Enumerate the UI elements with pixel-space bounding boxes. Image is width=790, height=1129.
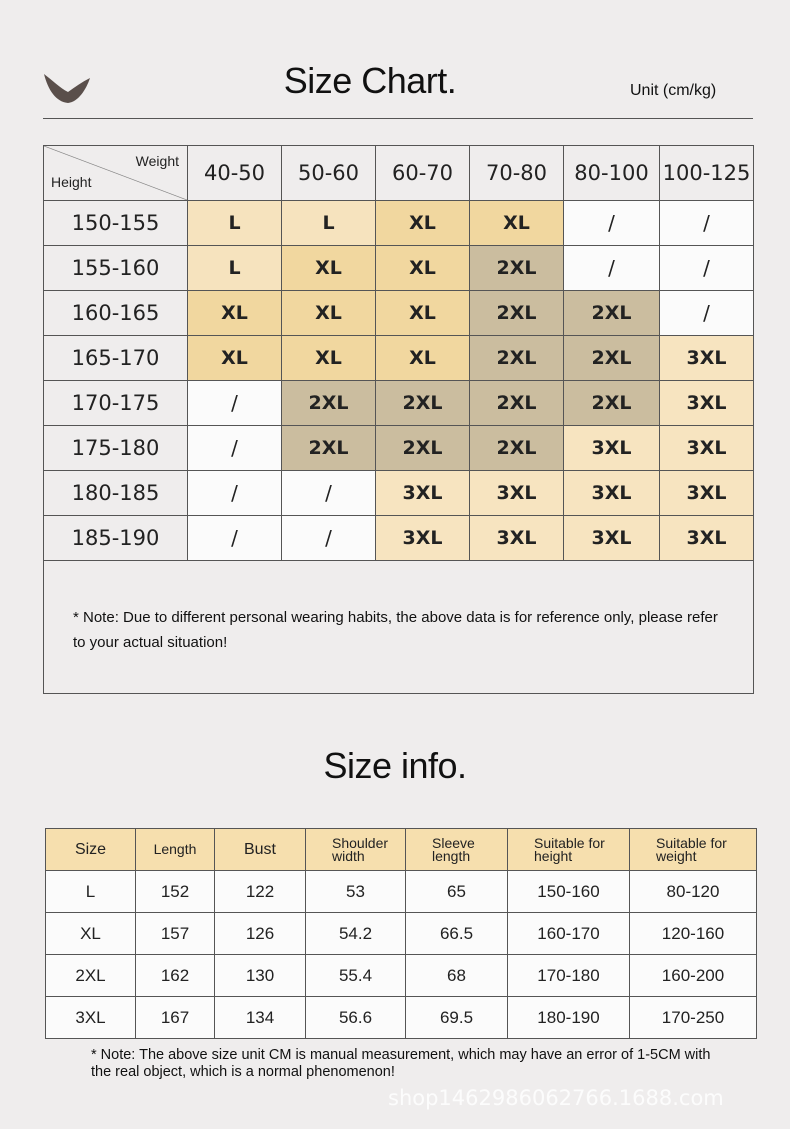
size-cell: XL xyxy=(376,336,470,381)
size-cell: L xyxy=(188,201,282,246)
size-cell: / xyxy=(282,471,376,516)
info-cell: 65 xyxy=(406,871,508,913)
corner-weight-label: Weight xyxy=(135,153,179,169)
size-cell: 2XL xyxy=(376,426,470,471)
size-cell: / xyxy=(188,426,282,471)
size-chart-title: Size Chart. xyxy=(283,60,457,101)
info-header: Sleeve length xyxy=(406,829,508,871)
info-cell: 120-160 xyxy=(630,913,757,955)
size-cell: / xyxy=(564,246,660,291)
height-range-cell: 175-180 xyxy=(44,426,188,471)
size-cell: 3XL xyxy=(376,471,470,516)
size-cell: 3XL xyxy=(660,426,754,471)
info-header: Shoulder width xyxy=(306,829,406,871)
size-cell: 2XL xyxy=(470,381,564,426)
size-cell: 2XL xyxy=(470,246,564,291)
info-cell: 55.4 xyxy=(306,955,406,997)
size-cell: / xyxy=(188,471,282,516)
height-range-cell: 170-175 xyxy=(44,381,188,426)
size-cell: XL xyxy=(376,201,470,246)
info-cell: 126 xyxy=(215,913,306,955)
size-cell: 2XL xyxy=(470,426,564,471)
info-cell: 167 xyxy=(136,997,215,1039)
size-cell: 3XL xyxy=(564,471,660,516)
size-cell: XL xyxy=(188,291,282,336)
info-row xyxy=(46,997,757,1039)
size-cell: / xyxy=(188,516,282,561)
weight-header: 40-50 xyxy=(188,146,282,201)
info-header: Bust xyxy=(215,829,306,871)
size-cell: XL xyxy=(470,201,564,246)
size-cell: 2XL xyxy=(282,381,376,426)
size-cell: 2XL xyxy=(376,381,470,426)
size-cell: 3XL xyxy=(376,516,470,561)
info-cell: 2XL xyxy=(46,955,136,997)
info-cell: 68 xyxy=(406,955,508,997)
height-range-cell: 185-190 xyxy=(44,516,188,561)
weight-header: 70-80 xyxy=(470,146,564,201)
info-cell: 130 xyxy=(215,955,306,997)
info-cell: 170-180 xyxy=(508,955,630,997)
size-chart-row xyxy=(44,291,754,336)
info-cell: 150-160 xyxy=(508,871,630,913)
info-header: Suitable for height xyxy=(508,829,630,871)
size-cell: / xyxy=(660,246,754,291)
height-range-cell: 165-170 xyxy=(44,336,188,381)
info-cell: 134 xyxy=(215,997,306,1039)
size-chart-row xyxy=(44,246,754,291)
info-cell: 80-120 xyxy=(630,871,757,913)
info-cell: 170-250 xyxy=(630,997,757,1039)
info-cell: 3XL xyxy=(46,997,136,1039)
size-cell: 3XL xyxy=(470,471,564,516)
size-cell: 3XL xyxy=(564,426,660,471)
size-cell: / xyxy=(660,201,754,246)
size-cell: XL xyxy=(282,336,376,381)
size-cell: / xyxy=(188,381,282,426)
info-cell: 66.5 xyxy=(406,913,508,955)
info-cell: 53 xyxy=(306,871,406,913)
info-header-row xyxy=(46,829,757,871)
size-cell: 2XL xyxy=(282,426,376,471)
info-row xyxy=(46,955,757,997)
info-cell: 157 xyxy=(136,913,215,955)
info-row xyxy=(46,913,757,955)
size-chart-row xyxy=(44,201,754,246)
info-cell: 56.6 xyxy=(306,997,406,1039)
size-cell: L xyxy=(188,246,282,291)
info-cell: L xyxy=(46,871,136,913)
info-row xyxy=(46,871,757,913)
weight-header: 80-100 xyxy=(564,146,660,201)
info-cell: 160-170 xyxy=(508,913,630,955)
info-cell: 54.2 xyxy=(306,913,406,955)
size-cell: XL xyxy=(376,291,470,336)
info-cell: XL xyxy=(46,913,136,955)
size-cell: XL xyxy=(282,291,376,336)
size-info-table xyxy=(45,828,757,1039)
size-cell: 2XL xyxy=(470,336,564,381)
corner-height-label: Height xyxy=(51,174,92,190)
size-cell: 3XL xyxy=(660,336,754,381)
size-cell: XL xyxy=(282,246,376,291)
info-header: Size xyxy=(46,829,136,871)
size-cell: L xyxy=(282,201,376,246)
info-header: Length xyxy=(136,829,215,871)
size-cell: 2XL xyxy=(564,381,660,426)
size-chart-row xyxy=(44,336,754,381)
size-cell: XL xyxy=(376,246,470,291)
weight-header: 100-125 xyxy=(660,146,754,201)
size-chart-row xyxy=(44,381,754,426)
height-range-cell: 155-160 xyxy=(44,246,188,291)
size-cell: 2XL xyxy=(564,336,660,381)
size-cell: / xyxy=(282,516,376,561)
weight-header: 50-60 xyxy=(282,146,376,201)
size-chart-table xyxy=(43,145,754,561)
title-divider xyxy=(43,118,753,119)
info-cell: 122 xyxy=(215,871,306,913)
size-cell: 3XL xyxy=(660,471,754,516)
info-cell: 69.5 xyxy=(406,997,508,1039)
size-chart-row xyxy=(44,426,754,471)
size-cell: 3XL xyxy=(660,381,754,426)
weight-header: 60-70 xyxy=(376,146,470,201)
corner-diagonal xyxy=(44,146,187,200)
info-cell: 152 xyxy=(136,871,215,913)
reference-note: * Note: Due to different personal wearing habits, the above data is for reference only, please refer to your actual situation! xyxy=(73,609,718,651)
height-range-cell: 160-165 xyxy=(44,291,188,336)
info-cell: 180-190 xyxy=(508,997,630,1039)
size-chart-row xyxy=(44,471,754,516)
size-cell: / xyxy=(660,291,754,336)
size-cell: 3XL xyxy=(470,516,564,561)
info-cell: 160-200 xyxy=(630,955,757,997)
size-cell: XL xyxy=(188,336,282,381)
height-range-cell: 180-185 xyxy=(44,471,188,516)
measurement-note: * Note: The above size unit CM is manual measurement, which may have an error of 1-5CM with the real object, which is a normal phenomenon! xyxy=(91,1047,711,1080)
weight-header-row xyxy=(44,146,754,201)
size-cell: 2XL xyxy=(564,291,660,336)
unit-label: Unit (cm/kg) xyxy=(630,82,717,99)
watermark: shop1462986062766.1688.com xyxy=(388,1086,724,1110)
height-range-cell: 150-155 xyxy=(44,201,188,246)
info-cell: 162 xyxy=(136,955,215,997)
size-cell: 3XL xyxy=(564,516,660,561)
size-info-title: Size info. xyxy=(323,745,467,786)
size-cell: / xyxy=(564,201,660,246)
corner-cell xyxy=(44,146,188,201)
size-cell: 3XL xyxy=(660,516,754,561)
info-header: Suitable for weight xyxy=(630,829,757,871)
size-cell: 2XL xyxy=(470,291,564,336)
